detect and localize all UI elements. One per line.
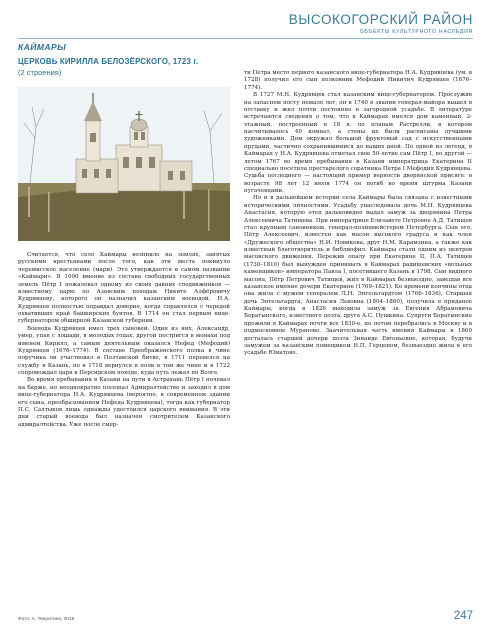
paragraph: Воевода Кудрявцев имел трех сыновей. Один из них, Александр, умер, упав с лошади, в молодых годах, другой постригся в монахи под именем Кирилл, а самым деятельным оказался Нефед (Мефодий) Кудрявцев (1676–1774). В составе Преображенского полка в чине поручика он участвовал в Полтавской битве, в 1711 перевелся на службу в Казань, но в 1718 вернулся в полк в том же чине и в 1722 сопровождал царя в Персидском походе, куда путь лежал по Волге. bbox=[18, 325, 230, 376]
photo-credit: Фото: А. Тверитина, 2015 bbox=[18, 617, 75, 622]
place-heading: КАЙМАРЫ bbox=[18, 42, 67, 52]
church-illustration bbox=[18, 87, 230, 241]
left-column bbox=[18, 42, 230, 429]
paragraph: В 1727 М.Н. Кудрявцев стал казанским вице-губернатором. Прослужив на запасном посту немало лет, он в 1740 в звании генерал-майора вышел в отставку и жил почти постоянно в загородной усадьбе. В литературе встречаются сведения о том, что в Каймарах имелся дом каменный, 2-этажный, построенный в 18 в. по планам Растрелли, в котором насчитывалось 40 комнат, а стены их были расписаны лучшими художниками. Дом окружал большой фруктовый сад с искусственными прудами, частично сохранившимися до наших дней. По одной из легенд, в Каймарах у Н.А. Кудрявцева отмечал свое 50-летие сам Пётр I, по другой — летом 1767 во время пребывания в Казани императрица Екатерина II специально посетила престарелого соратника Петра I Мефодия Кудрявцева. Судьба последнего — настоящий пример верности дворянской присяге: в возрасте 98 лет 12 июля 1774 он погиб во время штурма Казани пугачевцами. bbox=[244, 92, 472, 194]
church-subtitle: (2 строения) bbox=[18, 68, 62, 77]
section-subtitle: ОБЪЕКТЫ КУЛЬТУРНОГО НАСЛЕДИЯ bbox=[359, 29, 473, 35]
right-column bbox=[244, 70, 472, 358]
paragraph: Считается, что село Каймары возникло на землях, занятых русскими крестьянами после того, как эти места покинуло черемисское население (мари). Это утверждается в самом названии «Каймари». В 1690 имение из состава свободных государственных земель Пётр I пожаловал одному из своих давних сподвижников — известному царю по Азовским походам Никите Алфёровичу Кудрявцеву, которого он назначил казанским воеводой. Н.А. Кудрявцев полностью оправдал доверие, когда справлялся с чередой охвативших край башкирских бунтов. В 1714 он стал первым вице-губернатором обширной Казанской губернии. bbox=[18, 252, 230, 325]
church-title: ЦЕРКОВЬ КИРИЛЛА БЕЛОЗЁРСКОГО, 1723 г. bbox=[18, 57, 199, 66]
section-title: ВЫСОКОГОРСКИЙ РАЙОН bbox=[288, 12, 473, 27]
paragraph: Во время пребывания в Казани на пути в Астрахань Пётр I ночевал на барже, но неоднократно посещал Адмиралтейство и заходил в дом вице-губернатора Н.А. Кудрявцева (вероятно, в современном здании его сына, преобразованном Нефеда Кудрявцева), тогда как губернатор П.С. Салтыков лишь однажды удостоился царского внимания. В эти дни старый воевода был назначен смотрителем Казанского адмиралтейства. Уже после смер- bbox=[18, 377, 230, 428]
header-divider bbox=[18, 38, 473, 39]
left-body-text bbox=[18, 252, 230, 429]
paragraph: Но и в дальнейшем истории села Каймары была связана с известными историческими личностями. Усадьбу унаследовала дочь М.Н. Кудрявцева Анастасия, которую отец дальновидно выдал замуж за дворянина Петра Алексеевича Татищева. При императрице Елизавете Петровне А.Д. Татищев стал крупным сановником, генерал-полицмейстером Петербурга. Сын его, Пётр Алексеевич, известен как масон высокого градуса и как член «Дружеского общества» Н.И. Новикова, друг Н.М. Карамзина, а также как известный благотворитель и библиофил. Каймары стали одним из центров масонского движения. Пережив опалу при Екатерине II, П.А. Татищев (1730–1810) был вынужден принимать в Каймарах радищевских «вольных каменщиков» императора Павла I, посетившего Казань в 1798. Сын видного масона, Пётр Петрович Татищев, жил в Каймарах безвыездно, завещав все казанское имение дочери Екатерине (1769–1821). Ко времени кончины отца она жила с мужем генералом Л.Н. Энгельгардтом (1766–1836). Старшая дочь Энгельгардта, Анастасия Львовна (1804–1860), получила в приданое Каймары, когда в 1826 выходила замуж за Евгения Абрамовича Боратынского, известного поэта, друга А.С. Пушкина. Супруги Боратынские прожили в Каймарах почти все 1830-е, но потом перебрались в Москву и в подмосковное Мураново. Значительная часть имения Каймары в 1860 досталась старшей дочери поэта Зинаиде Евгеньевне, которая, будучи замужем за казанским помещиком Н.П. Герценом, безвыездно жила в его усадьбе Юматово. bbox=[244, 195, 472, 357]
church-photo bbox=[18, 87, 230, 241]
page-number: 247 bbox=[453, 610, 473, 622]
paragraph: ти Петра место первого казанского вице-губернатора Н.А. Кудрявцева (ум. в 1728) получил его сын полковник Мефодий Никитич Кудрявцев (1676–1774). bbox=[244, 70, 472, 91]
